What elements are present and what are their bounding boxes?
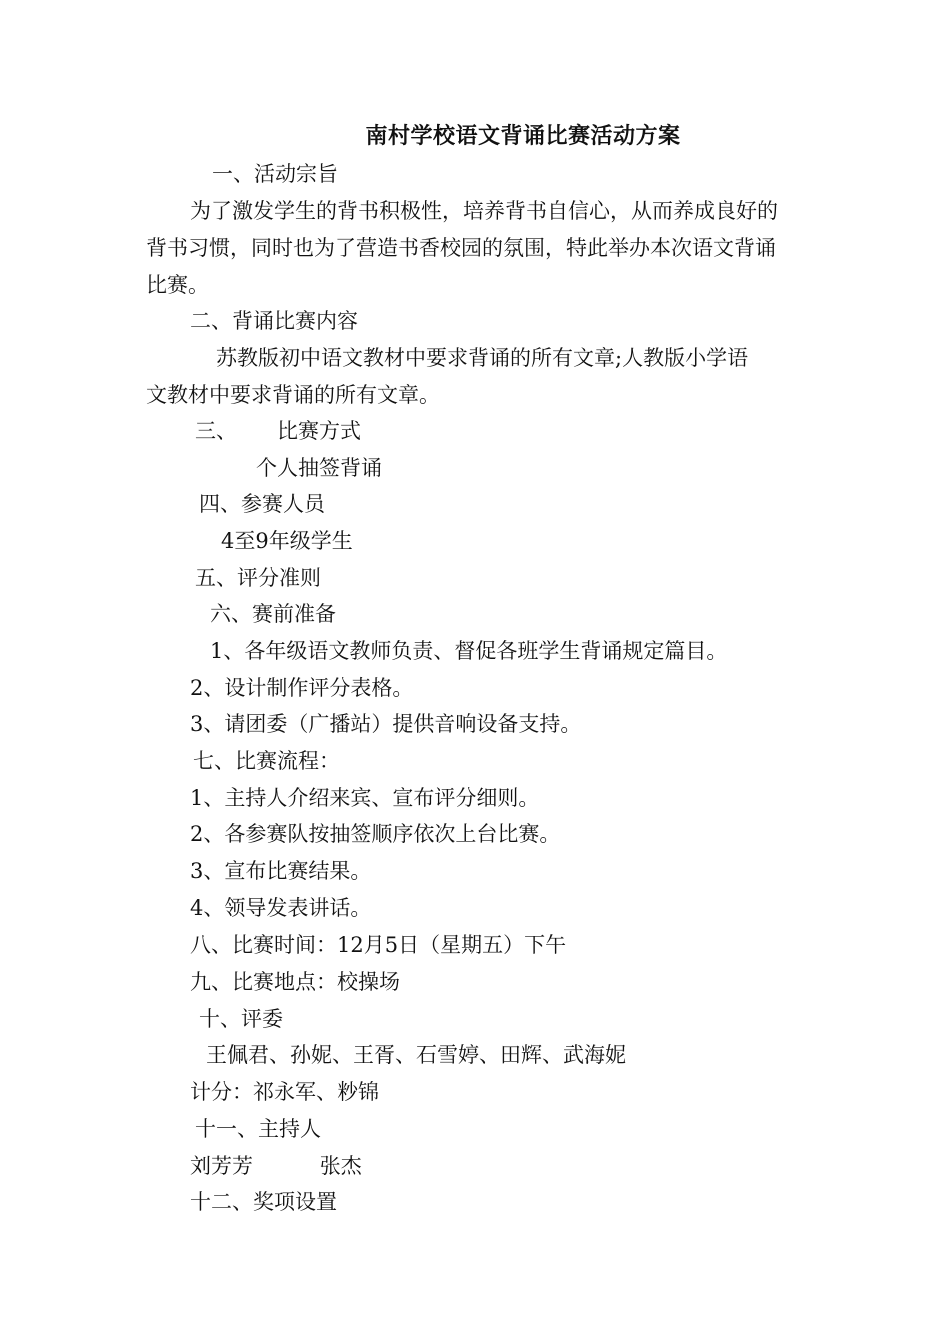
section-heading-awards: 十二、奖项设置 — [190, 1190, 337, 1214]
section-heading-location: 九、比赛地点：校操场 — [190, 970, 400, 994]
paragraph-line: 为了激发学生的背书积极性，培养背书自信心，从而养成良好的 — [190, 199, 778, 223]
section-heading-scoring: 五、评分准则 — [195, 566, 321, 590]
paragraph-line: 文教材中要求背诵的所有文章。 — [146, 383, 440, 407]
paragraph-line: 王佩君、孙妮、王胥、石雪婷、田辉、武海妮 — [206, 1043, 626, 1067]
list-item: 4、领导发表讲话。 — [190, 896, 372, 920]
paragraph-line: 计分：祁永军、粆锦 — [190, 1080, 379, 1104]
section-heading-time: 八、比赛时间：12月5日（星期五）下午 — [190, 933, 567, 957]
paragraph-line: 苏教版初中语文教材中要求背诵的所有文章;人教版小学语 — [216, 346, 749, 370]
paragraph-line: 背书习惯，同时也为了营造书香校园的氛围，特此举办本次语文背诵 — [146, 236, 776, 260]
list-item: 2、设计制作评分表格。 — [190, 676, 414, 700]
section-heading-judges: 十、评委 — [199, 1007, 283, 1031]
paragraph-line: 个人抽签背诵 — [256, 456, 382, 480]
paragraph-line: 刘芳芳 张杰 — [190, 1154, 362, 1178]
section-heading-purpose: 一、活动宗旨 — [212, 162, 338, 186]
list-item: 3、请团委（广播站）提供音响设备支持。 — [190, 712, 582, 736]
document-title: 南村学校语文背诵比赛活动方案 — [365, 124, 681, 149]
list-item: 1、主持人介绍来宾、宣布评分细则。 — [190, 786, 540, 810]
paragraph-line: 4至9年级学生 — [221, 529, 353, 553]
section-heading-hosts: 十一、主持人 — [195, 1117, 321, 1141]
list-item: 3、宣布比赛结果。 — [190, 859, 372, 883]
section-heading-content: 二、背诵比赛内容 — [190, 309, 358, 333]
list-item: 1、各年级语文教师负责、督促各班学生背诵规定篇目。 — [210, 639, 728, 663]
list-item: 2、各参赛队按抽签顺序依次上台比赛。 — [190, 822, 561, 846]
section-heading-participants: 四、参赛人员 — [199, 492, 325, 516]
section-heading-procedure: 七、比赛流程： — [193, 749, 340, 773]
paragraph-line: 比赛。 — [146, 273, 209, 297]
section-heading-format: 三、 比赛方式 — [195, 419, 362, 443]
section-heading-preparation: 六、赛前准备 — [210, 602, 336, 626]
